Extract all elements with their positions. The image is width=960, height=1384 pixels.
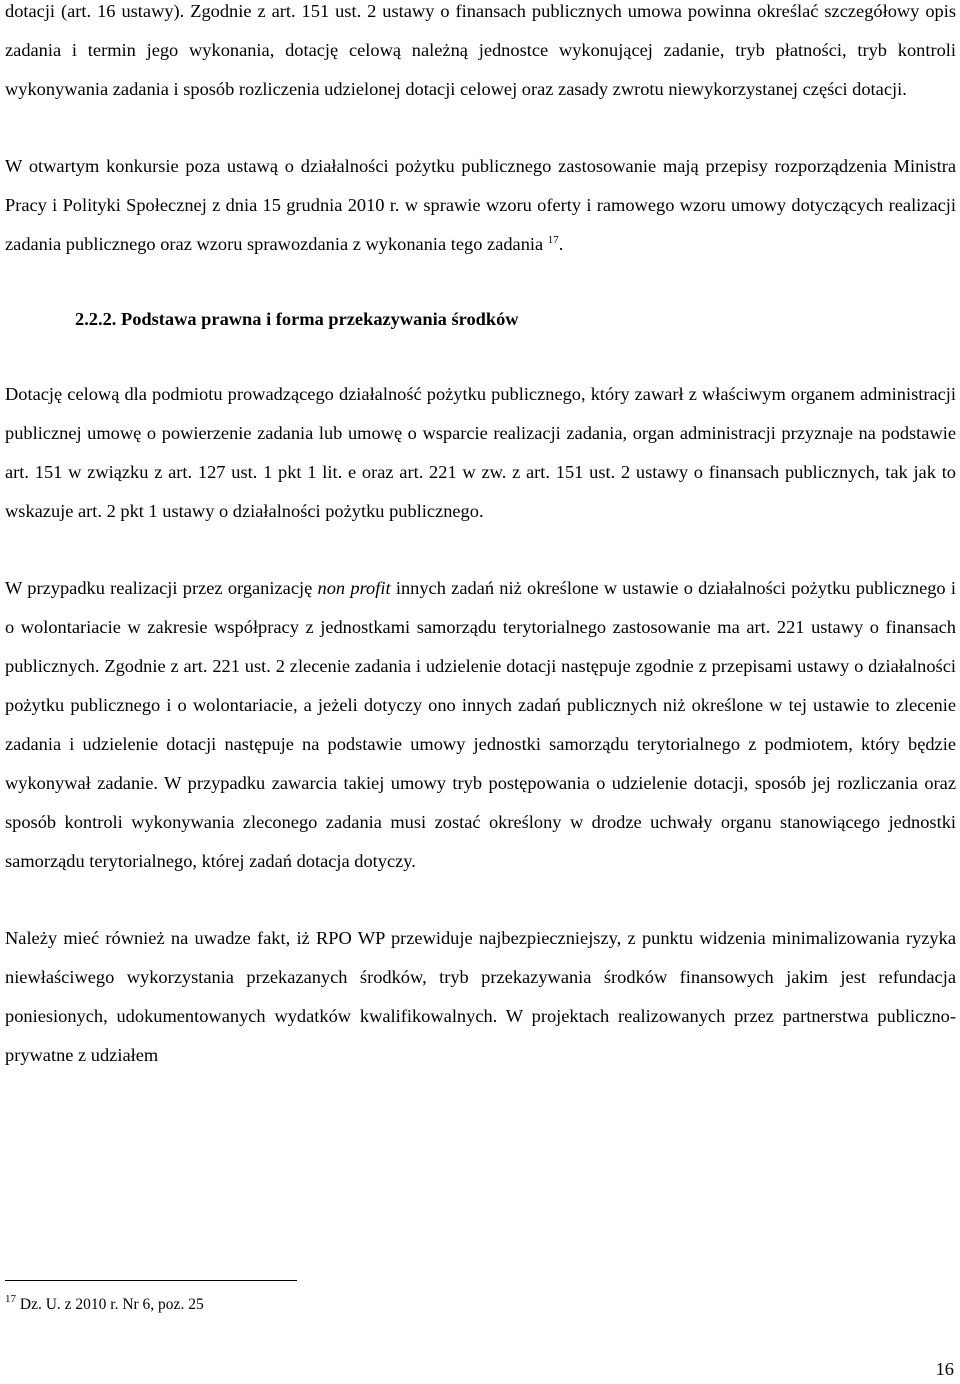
page-number: 16	[935, 1359, 954, 1379]
paragraph-legal-basis: Dotację celową dla podmiotu prowadzącego działalność pożytku publicznego, który zawarł z właściwym organem administracji publicznej umowę o powierzenie zadania lub umowę o wsparcie realizacji zadania, organ administracji przyznaje na podstawie art. 151 w związku z art. 127 ust. 1 pkt 1 lit. e oraz art. 221 w zw. z art. 151 ust. 2 ustawy o finansach publicznych, tak jak to wskazuje art. 2 pkt 1 ustawy o działalności pożytku publicznego.	[5, 384, 956, 521]
paragraph-non-profit-rest: innych zadań niż określone w ustawie o działalności pożytku publicznego i o wolontariacie w zakresie współpracy z jednostkami samorządu terytorialnego zastosowanie ma art. 221 ustawy o finansach publicznych. Zgodnie z art. 221 ust. 2 zlecenie zadania i udzielenie dotacji następuje zgodnie z przepisami ustawy o działalności pożytku publicznego i o wolontariacie, a jeżeli dotyczy ono innych zadań publicznych niż określone w tej ustawie to zlecenie zadania i udzielenie dotacji następuje na podstawie umowy jednostki samorządu terytorialnego z podmiotem, który będzie wykonywał zadanie. W przypadku zawarcia takiej umowy tryb postępowania o udzielenie dotacji, sposób jej rozliczania oraz sposób kontroli wykonywania zleconego zadania musi zostać określony w drodze uchwały organu stanowiącego jednostki samorządu terytorialnego, której zadań dotacja dotyczy.	[5, 578, 956, 871]
paragraph-open-competition-text: W otwartym konkursie poza ustawą o działalności pożytku publicznego zastosowanie mają przepisy rozporządzenia Ministra Pracy i Polityki Społecznej z dnia 15 grudnia 2010 r. w sprawie wzoru oferty i ramowego wzoru umowy dotyczących realizacji zadania publicznego oraz wzoru sprawozdania z wykonania tego zadania	[5, 156, 956, 254]
footnote-separator	[5, 1280, 297, 1281]
paragraph-non-profit	[5, 569, 956, 881]
footnote	[5, 1295, 204, 1315]
footnote-number: 17	[5, 1293, 16, 1305]
footnote-reference-period: .	[558, 234, 564, 254]
footnote-text: Dz. U. z 2010 r. Nr 6, poz. 25	[19, 1296, 204, 1313]
paragraph-non-profit-lead: W przypadku realizacji przez organizację	[5, 578, 313, 598]
paragraph-rpo-wp: Należy mieć również na uwadze fakt, iż RPO WP przewiduje najbezpieczniejszy, z punktu widzenia minimalizowania ryzyka niewłaściwego wykorzystania przekazanych środków, tryb przekazywania środków finansowych jakim jest refundacja poniesionych, udokumentowanych wydatków kwalifikowalnych. W projektach realizowanych przez partnerstwa publiczno-prywatne z udziałem	[5, 928, 956, 1065]
paragraph-open-competition	[5, 147, 956, 264]
paragraph-contract-terms: dotacji (art. 16 ustawy). Zgodnie z art. 151 ust. 2 ustawy o finansach publicznych umowa powinna określać szczegółowy opis zadania i termin jego wykonania, dotację celową należną jednostce wykonującej zadanie, tryb płatności, tryb kontroli wykonywania zadania i sposób rozliczenia udzielonej dotacji celowej oraz zasady zwrotu niewykorzystanej części dotacji.	[5, 1, 956, 99]
footnote-reference: 17	[547, 234, 559, 246]
section-heading: 2.2.2. Podstawa prawna i forma przekazywania środków	[75, 309, 519, 329]
non-profit-term: non profit	[317, 578, 391, 598]
document-page	[5, 0, 956, 1075]
